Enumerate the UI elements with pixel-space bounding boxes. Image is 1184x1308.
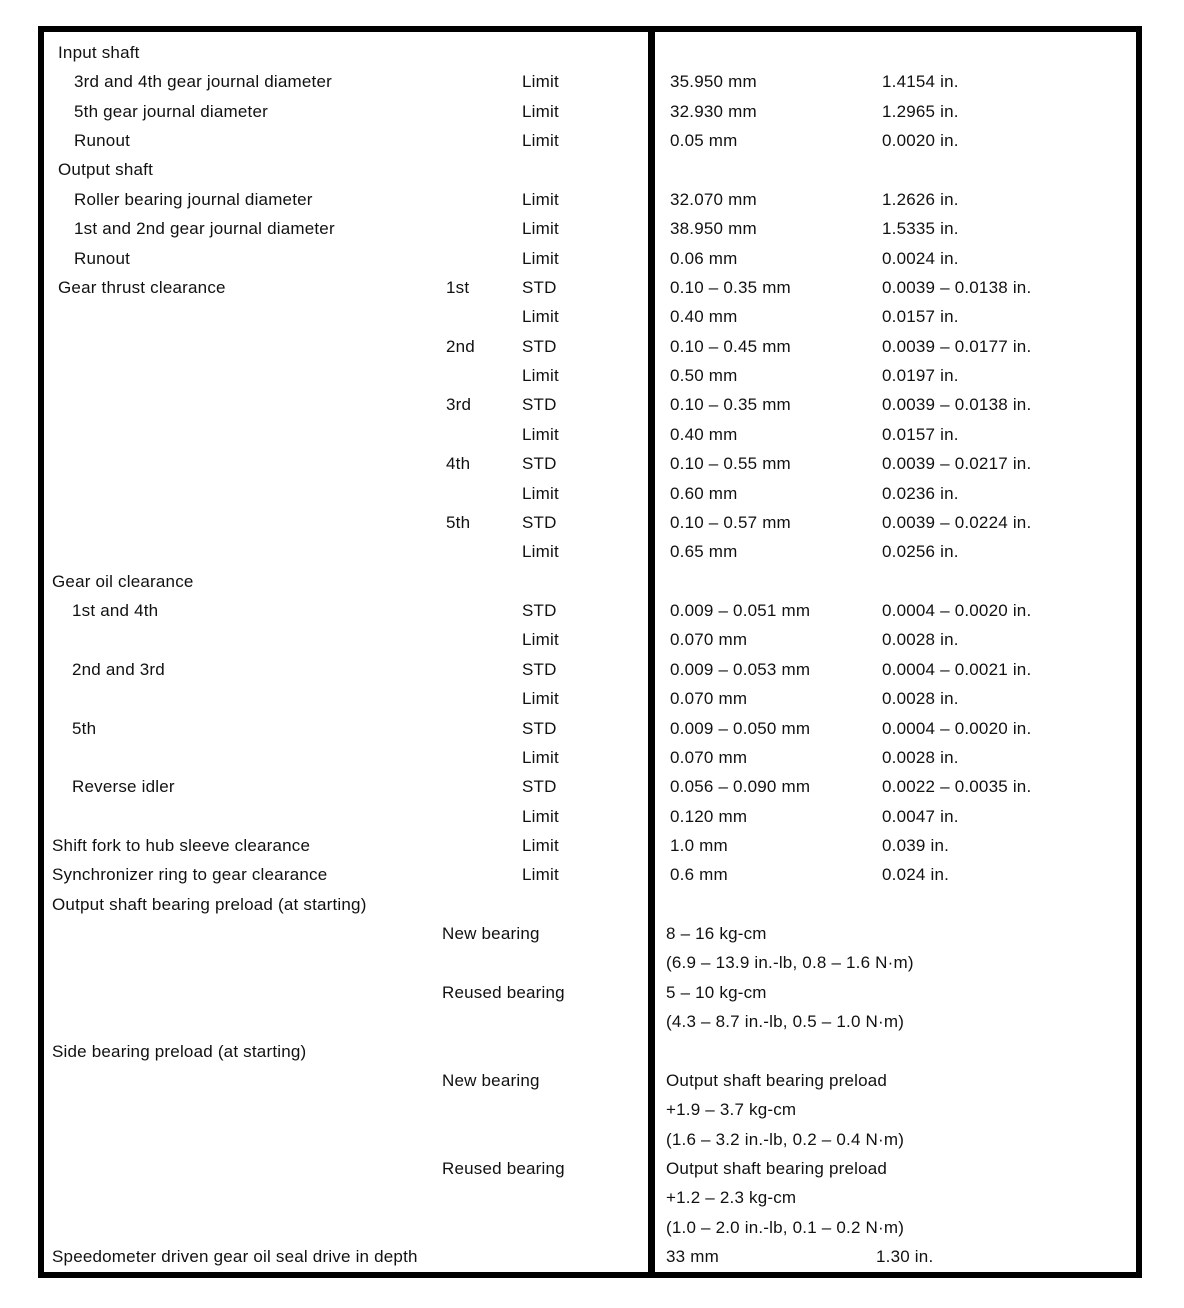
imperial-value: 0.0020 in. xyxy=(882,131,959,150)
metric-value: 35.950 mm xyxy=(670,72,757,91)
bearing-condition: Reused bearing xyxy=(442,983,565,1002)
spec-row xyxy=(0,71,1184,100)
spec-row xyxy=(0,659,1184,688)
spec-row xyxy=(0,277,1184,306)
spec-type: STD xyxy=(522,777,557,796)
spec-type: Limit xyxy=(522,630,559,649)
spec-row xyxy=(0,1099,1184,1128)
spec-label: Synchronizer ring to gear clearance xyxy=(52,865,328,884)
imperial-value: 0.039 in. xyxy=(882,836,950,855)
imperial-value: 0.0004 – 0.0021 in. xyxy=(882,660,1032,679)
spec-label: Runout xyxy=(74,249,131,268)
imperial-value: 0.0256 in. xyxy=(882,542,959,561)
spec-row xyxy=(0,248,1184,277)
spec-row xyxy=(0,218,1184,247)
imperial-value: 1.2626 in. xyxy=(882,190,959,209)
gear-label: 1st xyxy=(446,278,470,297)
spec-label: 5th gear journal diameter xyxy=(74,102,269,121)
imperial-value: 0.0039 – 0.0217 in. xyxy=(882,454,1032,473)
spec-row xyxy=(0,864,1184,893)
spec-value: Output shaft bearing preload xyxy=(666,1159,888,1178)
imperial-value: 0.0039 – 0.0177 in. xyxy=(882,337,1032,356)
imperial-value: 0.0004 – 0.0020 in. xyxy=(882,719,1032,738)
spec-row xyxy=(0,894,1184,923)
gear-label: 3rd xyxy=(446,395,472,414)
imperial-value: 0.0028 in. xyxy=(882,748,959,767)
metric-value: 0.056 – 0.090 mm xyxy=(670,777,811,796)
imperial-value: 0.0004 – 0.0020 in. xyxy=(882,601,1032,620)
imperial-value: 1.2965 in. xyxy=(882,102,959,121)
imperial-value: 0.0157 in. xyxy=(882,425,959,444)
spec-row xyxy=(0,747,1184,776)
metric-value: 38.950 mm xyxy=(670,219,757,238)
spec-row xyxy=(0,453,1184,482)
spec-type: Limit xyxy=(522,542,559,561)
spec-type: STD xyxy=(522,601,557,620)
spec-label: Output shaft bearing preload (at starting) xyxy=(52,895,367,914)
spec-type: STD xyxy=(522,454,557,473)
spec-label: Roller bearing journal diameter xyxy=(74,190,313,209)
metric-value: 0.6 mm xyxy=(670,865,728,884)
spec-value: (4.3 – 8.7 in.-lb, 0.5 – 1.0 N·m) xyxy=(666,1012,905,1031)
spec-row xyxy=(0,365,1184,394)
spec-label: Gear oil clearance xyxy=(52,572,194,591)
spec-type: STD xyxy=(522,513,557,532)
metric-value: 32.930 mm xyxy=(670,102,757,121)
spec-label: Speedometer driven gear oil seal drive in depth xyxy=(52,1247,418,1266)
spec-row xyxy=(0,42,1184,71)
spec-type: STD xyxy=(522,337,557,356)
spec-type: Limit xyxy=(522,190,559,209)
gear-label: 2nd xyxy=(446,337,475,356)
spec-type: Limit xyxy=(522,807,559,826)
imperial-value: 0.0236 in. xyxy=(882,484,959,503)
spec-row xyxy=(0,688,1184,717)
spec-row xyxy=(0,189,1184,218)
metric-value: 32.070 mm xyxy=(670,190,757,209)
spec-row xyxy=(0,982,1184,1011)
spec-label: 1st and 4th xyxy=(72,601,159,620)
spec-value: 33 mm xyxy=(666,1247,719,1266)
metric-value: 0.009 – 0.053 mm xyxy=(670,660,811,679)
spec-type: Limit xyxy=(522,836,559,855)
spec-row xyxy=(0,424,1184,453)
bearing-condition: Reused bearing xyxy=(442,1159,565,1178)
spec-type: Limit xyxy=(522,72,559,91)
spec-row xyxy=(0,571,1184,600)
metric-value: 0.10 – 0.35 mm xyxy=(670,395,791,414)
spec-value: 8 – 16 kg-cm xyxy=(666,924,767,943)
spec-label: Gear thrust clearance xyxy=(58,278,226,297)
spec-value: 5 – 10 kg-cm xyxy=(666,983,767,1002)
spec-row xyxy=(0,1187,1184,1216)
spec-label: Input shaft xyxy=(58,43,140,62)
metric-value: 0.10 – 0.55 mm xyxy=(670,454,791,473)
imperial-value: 1.4154 in. xyxy=(882,72,959,91)
spec-label: Reverse idler xyxy=(72,777,175,796)
spec-label: 1st and 2nd gear journal diameter xyxy=(74,219,335,238)
metric-value: 0.60 mm xyxy=(670,484,738,503)
spec-value: (1.6 – 3.2 in.-lb, 0.2 – 0.4 N·m) xyxy=(666,1130,905,1149)
spec-row xyxy=(0,776,1184,805)
spec-label: Output shaft xyxy=(58,160,154,179)
spec-type: Limit xyxy=(522,131,559,150)
imperial-value: 0.0028 in. xyxy=(882,689,959,708)
imperial-value: 0.0024 in. xyxy=(882,249,959,268)
spec-row xyxy=(0,835,1184,864)
spec-row xyxy=(0,1246,1184,1275)
spec-row xyxy=(0,159,1184,188)
spec-row xyxy=(0,600,1184,629)
spec-label: 3rd and 4th gear journal diameter xyxy=(74,72,332,91)
metric-value: 0.50 mm xyxy=(670,366,738,385)
spec-label: Shift fork to hub sleeve clearance xyxy=(52,836,311,855)
spec-row xyxy=(0,336,1184,365)
gear-label: 5th xyxy=(446,513,471,532)
spec-label: 2nd and 3rd xyxy=(72,660,165,679)
spec-row xyxy=(0,541,1184,570)
spec-row xyxy=(0,1011,1184,1040)
spec-type: Limit xyxy=(522,366,559,385)
metric-value: 0.10 – 0.57 mm xyxy=(670,513,791,532)
spec-type: Limit xyxy=(522,307,559,326)
spec-type: Limit xyxy=(522,425,559,444)
spec-row xyxy=(0,718,1184,747)
imperial-value: 0.0028 in. xyxy=(882,630,959,649)
spec-type: Limit xyxy=(522,689,559,708)
metric-value: 0.10 – 0.35 mm xyxy=(670,278,791,297)
bearing-condition: New bearing xyxy=(442,924,540,943)
metric-value: 0.009 – 0.051 mm xyxy=(670,601,811,620)
spec-label: 5th xyxy=(72,719,97,738)
imperial-value: 1.30 in. xyxy=(876,1247,934,1266)
spec-type: STD xyxy=(522,660,557,679)
metric-value: 0.009 – 0.050 mm xyxy=(670,719,811,738)
imperial-value: 0.0039 – 0.0224 in. xyxy=(882,513,1032,532)
spec-type: Limit xyxy=(522,484,559,503)
spec-row xyxy=(0,1129,1184,1158)
spec-value: Output shaft bearing preload xyxy=(666,1071,888,1090)
metric-value: 0.120 mm xyxy=(670,807,748,826)
spec-row xyxy=(0,923,1184,952)
metric-value: 0.40 mm xyxy=(670,425,738,444)
metric-value: 0.65 mm xyxy=(670,542,738,561)
spec-value: +1.2 – 2.3 kg-cm xyxy=(666,1188,797,1207)
imperial-value: 0.0157 in. xyxy=(882,307,959,326)
spec-value: +1.9 – 3.7 kg-cm xyxy=(666,1100,797,1119)
spec-type: STD xyxy=(522,395,557,414)
spec-row xyxy=(0,1158,1184,1187)
spec-row xyxy=(0,130,1184,159)
imperial-value: 0.0039 – 0.0138 in. xyxy=(882,278,1032,297)
spec-value: (1.0 – 2.0 in.-lb, 0.1 – 0.2 N·m) xyxy=(666,1218,905,1237)
spec-row xyxy=(0,306,1184,335)
metric-value: 0.06 mm xyxy=(670,249,738,268)
spec-type: Limit xyxy=(522,102,559,121)
spec-row xyxy=(0,629,1184,658)
metric-value: 1.0 mm xyxy=(670,836,728,855)
metric-value: 0.070 mm xyxy=(670,689,748,708)
spec-row xyxy=(0,394,1184,423)
spec-value: (6.9 – 13.9 in.-lb, 0.8 – 1.6 N·m) xyxy=(666,953,914,972)
bearing-condition: New bearing xyxy=(442,1071,540,1090)
spec-type: STD xyxy=(522,719,557,738)
spec-label: Side bearing preload (at starting) xyxy=(52,1042,307,1061)
spec-row xyxy=(0,952,1184,981)
metric-value: 0.05 mm xyxy=(670,131,738,150)
imperial-value: 1.5335 in. xyxy=(882,219,959,238)
spec-type: STD xyxy=(522,278,557,297)
spec-row xyxy=(0,101,1184,130)
metric-value: 0.070 mm xyxy=(670,748,748,767)
spec-row xyxy=(0,1217,1184,1246)
spec-row xyxy=(0,512,1184,541)
metric-value: 0.10 – 0.45 mm xyxy=(670,337,791,356)
imperial-value: 0.0039 – 0.0138 in. xyxy=(882,395,1032,414)
imperial-value: 0.0022 – 0.0035 in. xyxy=(882,777,1032,796)
spec-row xyxy=(0,1070,1184,1099)
spec-row xyxy=(0,483,1184,512)
spec-type: Limit xyxy=(522,865,559,884)
spec-row xyxy=(0,806,1184,835)
imperial-value: 0.0047 in. xyxy=(882,807,959,826)
spec-type: Limit xyxy=(522,219,559,238)
metric-value: 0.070 mm xyxy=(670,630,748,649)
spec-type: Limit xyxy=(522,748,559,767)
imperial-value: 0.0197 in. xyxy=(882,366,959,385)
gear-label: 4th xyxy=(446,454,471,473)
imperial-value: 0.024 in. xyxy=(882,865,950,884)
spec-type: Limit xyxy=(522,249,559,268)
spec-row xyxy=(0,1041,1184,1070)
spec-label: Runout xyxy=(74,131,131,150)
metric-value: 0.40 mm xyxy=(670,307,738,326)
